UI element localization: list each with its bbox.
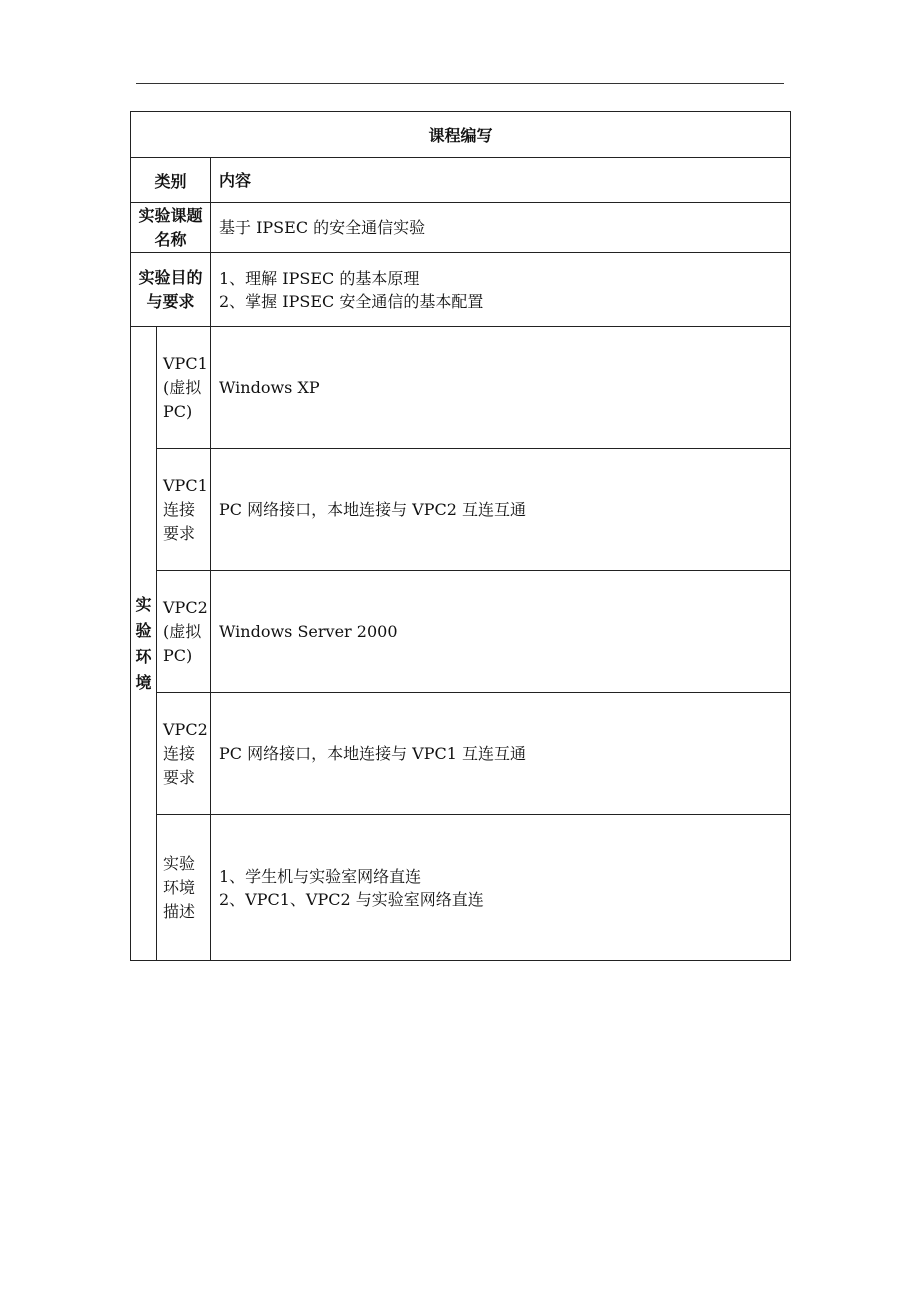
header-content: 内容	[211, 158, 791, 203]
env-description-line-2: 2、VPC1、VPC2 与实验室网络直连	[219, 889, 484, 909]
env-row-vpc2	[131, 571, 791, 693]
name-row	[131, 203, 791, 253]
name-label: 实验课题名称	[131, 203, 211, 253]
title-row	[131, 112, 791, 158]
env-label-vpc1: VPC1(虚拟PC)	[157, 327, 211, 449]
env-row-description	[131, 815, 791, 961]
env-value-vpc1-connection: PC 网络接口，本地连接与 VPC2 互连互通	[211, 449, 791, 571]
env-row-vpc1-connection	[131, 449, 791, 571]
name-value: 基于 IPSEC 的安全通信实验	[211, 203, 791, 253]
goal-row	[131, 253, 791, 327]
header-category: 类别	[131, 158, 211, 203]
header-row	[131, 158, 791, 203]
env-label-description: 实验环境描述	[157, 815, 211, 961]
env-description-line-1: 1、学生机与实验室网络直连	[219, 866, 422, 886]
env-row-vpc2-connection	[131, 693, 791, 815]
env-value-vpc1: Windows XP	[211, 327, 791, 449]
env-label-vpc1-connection: VPC1连接要求	[157, 449, 211, 571]
course-table	[130, 111, 791, 961]
goal-value	[211, 253, 791, 327]
goal-line-2: 2、掌握 IPSEC 安全通信的基本配置	[219, 291, 484, 311]
goal-label: 实验目的与要求	[131, 253, 211, 327]
environment-label: 实验环境	[131, 327, 157, 961]
env-label-vpc2-connection: VPC2连接要求	[157, 693, 211, 815]
env-value-vpc2: Windows Server 2000	[211, 571, 791, 693]
goal-line-1: 1、理解 IPSEC 的基本原理	[219, 268, 420, 288]
env-value-description	[211, 815, 791, 961]
page-header-rule	[136, 83, 784, 84]
env-label-vpc2: VPC2(虚拟PC)	[157, 571, 211, 693]
env-value-vpc2-connection: PC 网络接口，本地连接与 VPC1 互连互通	[211, 693, 791, 815]
table-title: 课程编写	[131, 112, 791, 158]
env-row-vpc1	[131, 327, 791, 449]
